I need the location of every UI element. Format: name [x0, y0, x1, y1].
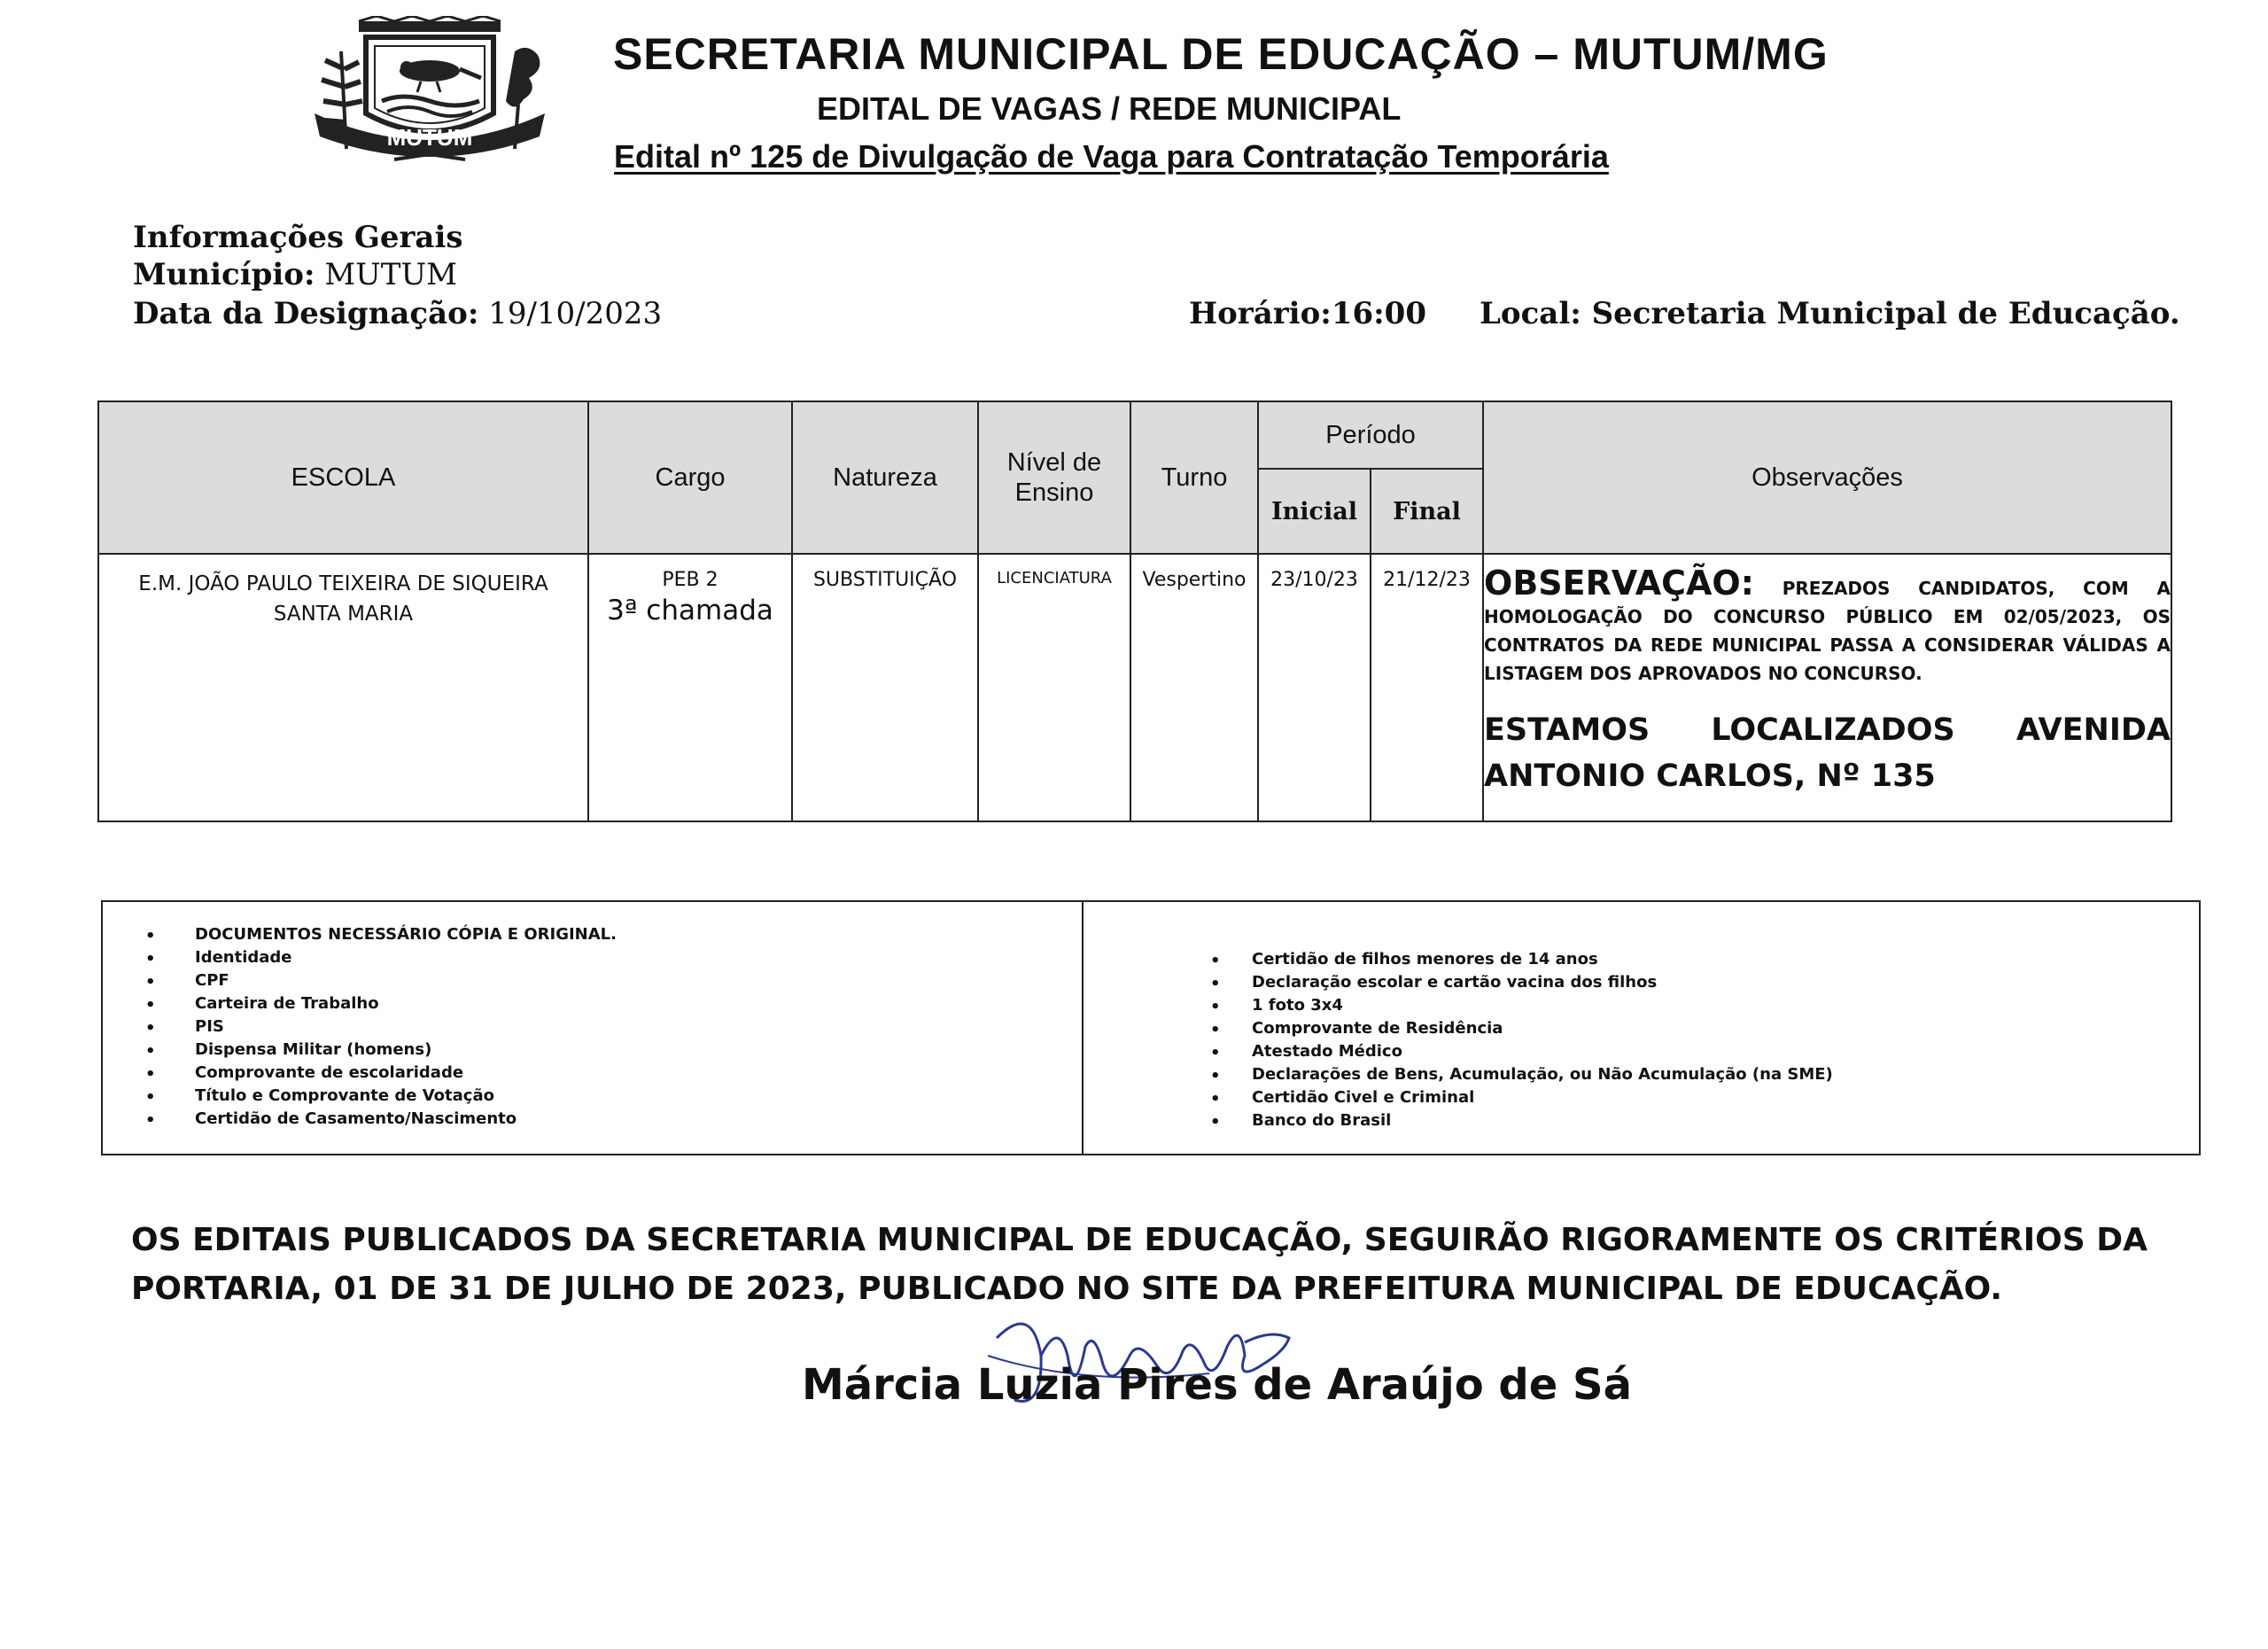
list-item: • 1 foto 3x4: [1084, 994, 2199, 1017]
table-row: [98, 554, 2171, 821]
info-heading: Informações Gerais: [133, 220, 463, 255]
list-item: • Certidão de filhos menores de 14 anos: [1084, 948, 2199, 971]
documents-right-column: [1084, 902, 2199, 1154]
header-escola: ESCOLA: [98, 401, 588, 554]
observation-text: OBSERVAÇÃO: PREZADOS CANDIDATOS, COM A HOMOLOGAÇÃO DO CONCURSO PÚBLICO EM 02/05/2023, OS CONTRATOS DA REDE MUNICIPAL PASSA A CONSIDERAR VÁLIDAS A LISTAGEM DOS APROVADOS NO CONCURSO.: [1484, 564, 2171, 684]
documents-right-list: [1084, 948, 2199, 1132]
list-item: • Declaração escolar e cartão vacina dos filhos: [1084, 971, 2199, 994]
header-final: Final: [1371, 469, 1483, 554]
info-horario: Horário:16:00: [1189, 296, 1426, 331]
list-item: • Certidão Civel e Criminal: [1084, 1086, 2199, 1109]
municipal-coat-of-arms-logo: [306, 16, 554, 162]
list-item: • Banco do Brasil: [1084, 1109, 2199, 1132]
header-natureza: Natureza: [792, 401, 978, 554]
documents-left-column: [103, 902, 1084, 1154]
cargo-value: PEB 2: [662, 569, 718, 591]
cell-cargo: [588, 554, 792, 821]
chamada-value: 3ª chamada: [607, 595, 773, 626]
list-item: • Título e Comprovante de Votação: [103, 1085, 1082, 1108]
list-item: • Certidão de Casamento/Nascimento: [103, 1108, 1082, 1131]
required-documents-box: [101, 900, 2201, 1155]
list-item: • DOCUMENTOS NECESSÁRIO CÓPIA E ORIGINAL.: [103, 923, 1082, 946]
cell-escola: E.M. JOÃO PAULO TEIXEIRA DE SIQUEIRA SANTA MARIA: [98, 554, 588, 821]
cell-nivel-ensino: LICENCIATURA: [978, 554, 1130, 821]
cell-natureza: SUBSTITUIÇÃO: [792, 554, 978, 821]
list-item: • Dispensa Militar (homens): [103, 1038, 1082, 1062]
info-data-designacao: Data da Designação: 19/10/2023: [133, 296, 663, 331]
page-subtitle: EDITAL DE VAGAS / REDE MUNICIPAL: [817, 90, 1402, 127]
page-title: SECRETARIA MUNICIPAL DE EDUCAÇÃO – MUTUM/MG: [613, 29, 1829, 79]
logo-ribbon-text: MUTUM: [386, 124, 473, 151]
list-item: • Comprovante de escolaridade: [103, 1062, 1082, 1085]
info-municipio: Município: MUTUM: [133, 257, 457, 292]
header-cargo: Cargo: [588, 401, 792, 554]
list-item: • Carteira de Trabalho: [103, 992, 1082, 1015]
documents-left-list: [103, 923, 1082, 1131]
signatory-name: Márcia Luzia Pires de Araújo de Sá: [802, 1360, 1632, 1410]
list-item: • Identidade: [103, 946, 1082, 969]
edital-title: Edital nº 125 de Divulgação de Vaga para Contratação Temporária: [614, 138, 1609, 175]
cell-final: 21/12/23: [1371, 554, 1483, 821]
header-inicial: Inicial: [1258, 469, 1371, 554]
header-observacoes: Observações: [1483, 401, 2171, 554]
cell-observacoes: [1483, 554, 2171, 821]
list-item: • Atestado Médico: [1084, 1040, 2199, 1063]
list-item: • Declarações de Bens, Acumulação, ou Não Acumulação (na SME): [1084, 1063, 2199, 1086]
info-local: Local: Secretaria Municipal de Educação.: [1480, 296, 2180, 331]
list-item: • PIS: [103, 1015, 1082, 1038]
footer-notice: OS EDITAIS PUBLICADOS DA SECRETARIA MUNICIPAL DE EDUCAÇÃO, SEGUIRÃO RIGORAMENTE OS CRITÉRIOS DA PORTARIA, 01 DE 31 DE JULHO DE 2023, PUBLICADO NO SITE DA PREFEITURA MUNICIPAL DE EDUCAÇÃO.: [131, 1222, 2148, 1307]
list-item: • CPF: [103, 969, 1082, 992]
list-item: • Comprovante de Residência: [1084, 1017, 2199, 1040]
header-periodo: Período: [1258, 401, 1483, 469]
observation-heading: OBSERVAÇÃO:: [1484, 564, 1754, 603]
cell-turno: Vespertino: [1130, 554, 1258, 821]
vacancies-table: [97, 401, 2172, 822]
cell-inicial: 23/10/23: [1258, 554, 1371, 821]
location-text: ESTAMOS LOCALIZADOS AVENIDA ANTONIO CARLOS, Nº 135: [1484, 712, 2171, 794]
header-turno: Turno: [1130, 401, 1258, 554]
header-nivel-ensino: Nível de Ensino: [978, 401, 1130, 554]
